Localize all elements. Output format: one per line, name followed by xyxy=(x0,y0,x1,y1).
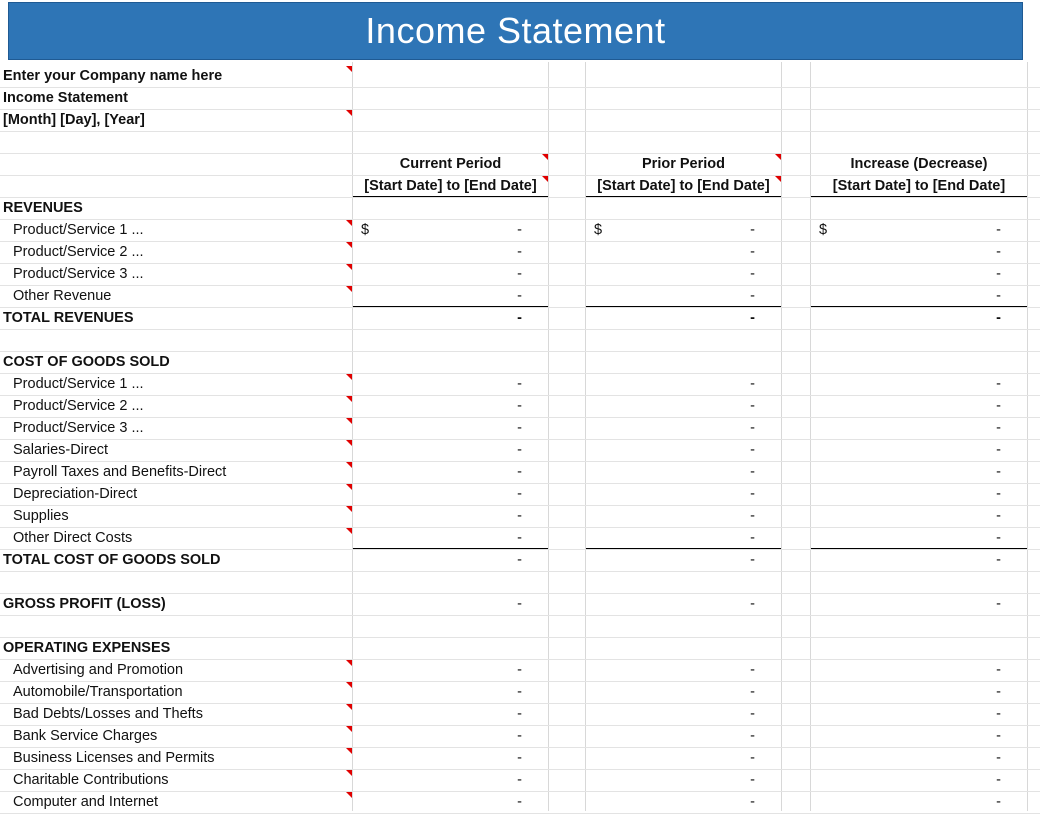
dash-value: - xyxy=(996,376,1001,392)
value-cell[interactable] xyxy=(353,374,548,395)
value-cell[interactable] xyxy=(811,220,1027,241)
value-cell[interactable] xyxy=(811,440,1027,461)
dash-value: - xyxy=(996,662,1001,678)
value-cell[interactable] xyxy=(811,770,1027,791)
value-cell[interactable] xyxy=(811,792,1027,813)
value-cell[interactable] xyxy=(811,242,1027,263)
dash-value: - xyxy=(996,706,1001,722)
line-item-row[interactable] xyxy=(0,220,1040,242)
dash-value: - xyxy=(517,442,522,458)
comment-indicator[interactable] xyxy=(346,748,352,754)
cogs-heading[interactable]: COST OF GOODS SOLD xyxy=(3,354,170,370)
comment-indicator[interactable] xyxy=(346,462,352,468)
spacer-row xyxy=(0,132,1040,154)
column-range[interactable]: [Start Date] to [End Date] xyxy=(811,176,1027,197)
value-cell[interactable] xyxy=(586,726,781,747)
dash-value: - xyxy=(517,508,522,524)
value-cell[interactable] xyxy=(586,308,781,329)
line-item-label[interactable]: Charitable Contributions xyxy=(13,772,169,788)
value-cell[interactable] xyxy=(811,396,1027,417)
comment-indicator[interactable] xyxy=(346,506,352,512)
value-cell[interactable] xyxy=(811,506,1027,527)
dash-value: - xyxy=(517,530,522,546)
value-cell[interactable] xyxy=(353,528,548,549)
date-row[interactable] xyxy=(0,110,1040,132)
company-row[interactable] xyxy=(0,66,1040,88)
line-item-row[interactable] xyxy=(0,440,1040,462)
dash-value: - xyxy=(517,684,522,700)
dash-value: - xyxy=(750,222,755,238)
value-cell[interactable] xyxy=(811,374,1027,395)
total-row[interactable] xyxy=(0,308,1040,330)
line-item-label[interactable]: Other Direct Costs xyxy=(13,530,133,546)
value-cell[interactable] xyxy=(811,264,1027,285)
line-item-label[interactable]: Computer and Internet xyxy=(13,794,159,810)
comment-indicator[interactable] xyxy=(346,374,352,380)
dash-value: - xyxy=(517,706,522,722)
line-item-label[interactable]: Product/Service 1 ... xyxy=(13,222,144,238)
line-item-row[interactable] xyxy=(0,682,1040,704)
value-cell[interactable] xyxy=(353,396,548,417)
dash-value: - xyxy=(996,266,1001,282)
value-cell[interactable] xyxy=(811,660,1027,681)
value-cell[interactable] xyxy=(353,506,548,527)
dash-value: - xyxy=(996,442,1001,458)
value-cell[interactable] xyxy=(586,484,781,505)
column-title[interactable]: Current Period xyxy=(399,156,502,172)
line-item-row[interactable] xyxy=(0,286,1040,308)
dash-value: - xyxy=(517,288,522,304)
dash-value: - xyxy=(996,486,1001,502)
line-item-row[interactable] xyxy=(0,396,1040,418)
dash-value: - xyxy=(996,222,1001,238)
value-cell[interactable] xyxy=(353,440,548,461)
value-cell[interactable] xyxy=(586,418,781,439)
value-cell[interactable] xyxy=(586,506,781,527)
value-cell[interactable] xyxy=(586,374,781,395)
comment-indicator[interactable] xyxy=(346,726,352,732)
line-item-label[interactable]: Bad Debts/Losses and Thefts xyxy=(13,706,203,722)
comment-indicator[interactable] xyxy=(346,440,352,446)
value-cell[interactable] xyxy=(586,704,781,725)
line-item-label[interactable]: Business Licenses and Permits xyxy=(13,750,215,766)
column-title[interactable]: Prior Period xyxy=(642,156,725,172)
dash-value: - xyxy=(517,794,522,810)
dash-value: - xyxy=(996,508,1001,524)
value-cell[interactable] xyxy=(586,748,781,769)
value-cell[interactable] xyxy=(811,462,1027,483)
title-banner[interactable] xyxy=(8,2,1023,60)
dash-value: - xyxy=(750,530,755,546)
line-item-row[interactable] xyxy=(0,726,1040,748)
line-item-label[interactable]: Payroll Taxes and Benefits-Direct xyxy=(13,464,227,480)
line-item-row[interactable] xyxy=(0,264,1040,286)
value-cell[interactable] xyxy=(353,484,548,505)
value-cell[interactable] xyxy=(353,418,548,439)
value-cell[interactable] xyxy=(586,682,781,703)
opex-heading[interactable]: OPERATING EXPENSES xyxy=(3,640,171,656)
value-cell[interactable] xyxy=(586,528,781,549)
dash-value: - xyxy=(996,772,1001,788)
value-cell[interactable] xyxy=(353,792,548,813)
line-item-row[interactable] xyxy=(0,748,1040,770)
dash-value: - xyxy=(996,728,1001,744)
dash-value: - xyxy=(996,794,1001,810)
section-heading-row xyxy=(0,198,1040,220)
line-item-row[interactable] xyxy=(0,770,1040,792)
value-cell[interactable] xyxy=(811,286,1027,307)
dash-value: - xyxy=(996,530,1001,546)
dash-value: - xyxy=(517,486,522,502)
comment-indicator[interactable] xyxy=(346,396,352,402)
dash-value: - xyxy=(750,288,755,304)
revenues-heading[interactable]: REVENUES xyxy=(3,200,83,216)
comment-indicator[interactable] xyxy=(346,484,352,490)
gross-profit-row[interactable] xyxy=(0,594,1040,616)
dash-value: - xyxy=(750,750,755,766)
value-cell[interactable] xyxy=(353,748,548,769)
dash-value: - xyxy=(517,376,522,392)
sheet-body xyxy=(0,66,1040,814)
value-cell[interactable] xyxy=(353,462,548,483)
comment-indicator[interactable] xyxy=(346,242,352,248)
spacer-row xyxy=(0,572,1040,594)
value-cell[interactable] xyxy=(811,594,1027,615)
dash-value: - xyxy=(750,442,755,458)
dash-value: - xyxy=(750,508,755,524)
line-item-label[interactable]: Salaries-Direct xyxy=(13,442,109,458)
value-cell[interactable] xyxy=(586,550,781,571)
value-cell[interactable] xyxy=(586,462,781,483)
line-item-label[interactable]: Product/Service 2 ... xyxy=(13,244,144,260)
line-item-row[interactable] xyxy=(0,528,1040,550)
line-item-label[interactable]: Other Revenue xyxy=(13,288,112,304)
comment-indicator[interactable] xyxy=(542,154,548,160)
banner-title: Income Statement xyxy=(365,10,666,51)
currency-symbol: $ xyxy=(361,222,370,238)
dash-value: - xyxy=(750,552,755,568)
dash-value: - xyxy=(517,222,522,238)
value-cell[interactable] xyxy=(811,484,1027,505)
comment-indicator[interactable] xyxy=(542,176,548,182)
column-title-row xyxy=(0,154,1040,176)
section-heading-row xyxy=(0,638,1040,660)
line-item-row[interactable] xyxy=(0,704,1040,726)
value-cell[interactable] xyxy=(353,770,548,791)
value-cell[interactable] xyxy=(353,726,548,747)
column-range-row xyxy=(0,176,1040,198)
dash-value: - xyxy=(517,728,522,744)
value-cell[interactable] xyxy=(586,660,781,681)
column-range[interactable]: [Start Date] to [End Date] xyxy=(586,176,781,197)
comment-indicator[interactable] xyxy=(346,286,352,292)
comment-indicator[interactable] xyxy=(346,220,352,226)
dash-value: - xyxy=(750,728,755,744)
dash-value: - xyxy=(517,464,522,480)
currency-symbol: $ xyxy=(594,222,603,238)
dash-value: - xyxy=(750,420,755,436)
value-cell[interactable] xyxy=(586,770,781,791)
line-item-label[interactable]: Depreciation-Direct xyxy=(13,486,138,502)
comment-indicator[interactable] xyxy=(775,176,781,182)
dash-value: - xyxy=(750,486,755,502)
dash-value: - xyxy=(750,706,755,722)
comment-indicator[interactable] xyxy=(346,528,352,534)
column-range[interactable]: [Start Date] to [End Date] xyxy=(353,176,548,197)
value-cell[interactable] xyxy=(586,594,781,615)
dash-value: - xyxy=(996,750,1001,766)
line-item-label[interactable]: Product/Service 1 ... xyxy=(13,376,144,392)
dash-value: - xyxy=(750,310,755,326)
value-cell[interactable] xyxy=(811,308,1027,329)
total-cogs-label[interactable]: TOTAL COST OF GOODS SOLD xyxy=(3,552,221,568)
dash-value: - xyxy=(996,464,1001,480)
comment-indicator[interactable] xyxy=(346,660,352,666)
comment-indicator[interactable] xyxy=(346,704,352,710)
value-cell[interactable] xyxy=(811,418,1027,439)
value-cell[interactable] xyxy=(811,528,1027,549)
dash-value: - xyxy=(996,288,1001,304)
dash-value: - xyxy=(750,662,755,678)
line-item-label[interactable]: Product/Service 2 ... xyxy=(13,398,144,414)
column-title[interactable]: Increase (Decrease) xyxy=(850,156,988,172)
value-cell[interactable] xyxy=(811,748,1027,769)
spacer-row xyxy=(0,330,1040,352)
line-item-label[interactable]: Product/Service 3 ... xyxy=(13,420,144,436)
line-item-row[interactable] xyxy=(0,242,1040,264)
comment-indicator[interactable] xyxy=(346,792,352,798)
dash-value: - xyxy=(750,398,755,414)
dash-value: - xyxy=(750,376,755,392)
spacer-row xyxy=(0,616,1040,638)
value-cell[interactable] xyxy=(353,682,548,703)
line-item-label[interactable]: Bank Service Charges xyxy=(13,728,158,744)
value-cell[interactable] xyxy=(586,242,781,263)
dash-value: - xyxy=(517,750,522,766)
value-cell[interactable] xyxy=(811,682,1027,703)
line-item-row[interactable] xyxy=(0,660,1040,682)
comment-indicator[interactable] xyxy=(346,264,352,270)
line-item-row[interactable] xyxy=(0,484,1040,506)
dash-value: - xyxy=(996,684,1001,700)
line-item-label[interactable]: Product/Service 3 ... xyxy=(13,266,144,282)
value-cell[interactable] xyxy=(353,704,548,725)
currency-symbol: $ xyxy=(819,222,828,238)
total-row[interactable] xyxy=(0,550,1040,572)
dash-value: - xyxy=(996,310,1001,326)
dash-value: - xyxy=(750,266,755,282)
doc-title-row[interactable] xyxy=(0,88,1040,110)
dash-value: - xyxy=(996,552,1001,568)
dash-value: - xyxy=(996,244,1001,260)
comment-indicator[interactable] xyxy=(346,418,352,424)
dash-value: - xyxy=(517,662,522,678)
line-item-row[interactable] xyxy=(0,462,1040,484)
dash-value: - xyxy=(750,596,755,612)
line-item-row[interactable] xyxy=(0,506,1040,528)
dash-value: - xyxy=(517,398,522,414)
dash-value: - xyxy=(750,464,755,480)
value-cell[interactable] xyxy=(586,220,781,241)
value-cell[interactable] xyxy=(353,220,548,241)
value-cell[interactable] xyxy=(586,440,781,461)
value-cell[interactable] xyxy=(353,594,548,615)
value-cell[interactable] xyxy=(586,286,781,307)
line-item-label[interactable]: Automobile/Transportation xyxy=(13,684,183,700)
value-cell[interactable] xyxy=(353,264,548,285)
dash-value: - xyxy=(996,596,1001,612)
dash-value: - xyxy=(517,310,522,326)
line-item-label[interactable]: Advertising and Promotion xyxy=(13,662,184,678)
value-cell[interactable] xyxy=(586,396,781,417)
dash-value: - xyxy=(517,266,522,282)
value-cell[interactable] xyxy=(586,792,781,813)
comment-indicator[interactable] xyxy=(346,66,352,72)
value-cell[interactable] xyxy=(586,264,781,285)
comment-indicator[interactable] xyxy=(346,770,352,776)
dash-value: - xyxy=(517,420,522,436)
line-item-row[interactable] xyxy=(0,418,1040,440)
dash-value: - xyxy=(517,596,522,612)
dash-value: - xyxy=(517,244,522,260)
dash-value: - xyxy=(750,772,755,788)
value-cell[interactable] xyxy=(811,704,1027,725)
dash-value: - xyxy=(996,420,1001,436)
value-cell[interactable] xyxy=(811,726,1027,747)
company-name[interactable]: Enter your Company name here xyxy=(3,68,223,84)
line-item-label[interactable]: Supplies xyxy=(13,508,69,524)
total-revenues-label[interactable]: TOTAL REVENUES xyxy=(3,310,134,326)
dash-value: - xyxy=(750,244,755,260)
line-item-row[interactable] xyxy=(0,374,1040,396)
dash-value: - xyxy=(517,552,522,568)
comment-indicator[interactable] xyxy=(346,110,352,116)
dash-value: - xyxy=(517,772,522,788)
value-cell[interactable] xyxy=(353,550,548,571)
comment-indicator[interactable] xyxy=(346,682,352,688)
value-cell[interactable] xyxy=(353,660,548,681)
gross-profit-label[interactable]: GROSS PROFIT (LOSS) xyxy=(3,596,166,612)
doc-title[interactable]: Income Statement xyxy=(3,90,128,106)
value-cell[interactable] xyxy=(353,308,548,329)
dash-value: - xyxy=(750,684,755,700)
comment-indicator[interactable] xyxy=(775,154,781,160)
value-cell[interactable] xyxy=(811,550,1027,571)
value-cell[interactable] xyxy=(353,242,548,263)
section-heading-row xyxy=(0,352,1040,374)
value-cell[interactable] xyxy=(353,286,548,307)
dash-value: - xyxy=(750,794,755,810)
dash-value: - xyxy=(996,398,1001,414)
statement-date[interactable]: [Month] [Day], [Year] xyxy=(3,112,145,128)
